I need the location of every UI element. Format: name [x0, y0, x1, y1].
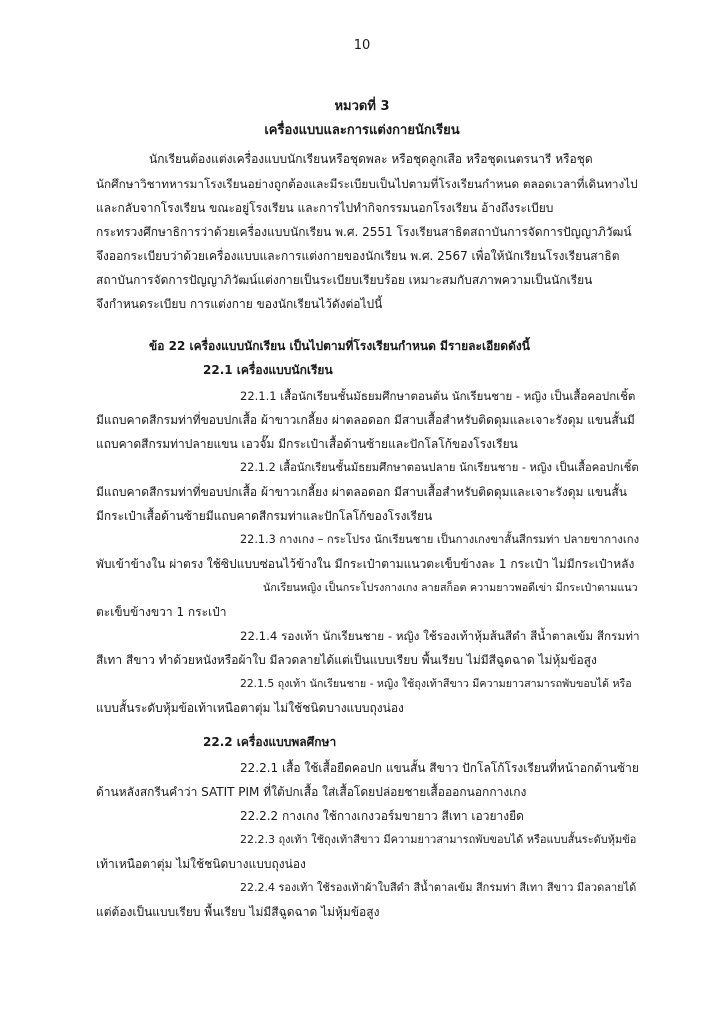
- clause-line: 22.1.3 กางเกง – กระโปรง นักเรียนชาย เป็นกางเกงขาสั้นสีกรมท่า ปลายขากางเกง: [240, 533, 640, 546]
- intro-line: จึงกำหนดระเบียบ การแต่งกาย ของนักเรียนไว้ดังต่อไปนี้: [96, 297, 383, 311]
- intro-line: กระทรวงศึกษาธิการว่าด้วยเครื่องแบบนักเรียน พ.ศ. 2551 โรงเรียนสาธิตสถาบันการจัดการปัญญาภิวัฒน์: [96, 225, 632, 239]
- clause-line: มีแถบคาดสีกรมท่าที่ขอบปกเสื้อ ผ้าขาวเกลี้ยง ผ่าตลอดอก มีสาบเสื้อสำหรับติดดุมและเจาะรังดุม แขนสั้น: [96, 485, 627, 499]
- clause-line: 22.1.5 ถุงเท้า นักเรียนชาย - หญิง ใช้ถุงเท้าสีขาว มีความยาวสามารถพับขอบได้ หรือ: [240, 677, 632, 690]
- clause-line: ด้านหลังสกรีนคำว่า SATIT PIM ที่ใต้ปกเสื้อ ใส่เสื้อโดยปล่อยชายเสื้อออกนอกกางเกง: [96, 785, 527, 799]
- article-heading: ข้อ 22 เครื่องแบบนักเรียน เป็นไปตามที่โรงเรียนกำหนด มีรายละเอียดดังนี้: [149, 339, 530, 353]
- clause-line: แต่ต้องเป็นแบบเรียบ พื้นเรียบ ไม่มีสีฉูดฉาด ไม่หุ้มข้อสูง: [96, 905, 380, 919]
- section-heading: 22.2 เครื่องแบบพลศึกษา: [203, 735, 337, 749]
- chapter-number: หมวดที่ 3: [334, 99, 390, 114]
- clause-line: พับเข้าข้างใน ผ่าตรง ใช้ซิปแบบซ่อนไว้ข้างใน มีกระเป๋าตามแนวตะเข็บข้างละ 1 กระเป๋า ไม่มีกระเป๋าหลัง: [96, 557, 635, 571]
- clause-line: สีเทา สีขาว ทำด้วยหนังหรือผ้าใบ มีลวดลายได้แต่เป็นแบบเรียบ พื้นเรียบ ไม่มีสีฉูดฉาด ไม่หุ้มข้อสูง: [96, 653, 597, 667]
- clause-line: มีแถบคาดสีกรมท่าที่ขอบปกเสื้อ ผ้าขาวเกลี้ยง ผ่าตลอดอก มีสาบเสื้อสำหรับติดดุมและเจาะรังดุม แขนสั้นมี: [96, 413, 635, 427]
- section-heading: 22.1 เครื่องแบบนักเรียน: [203, 363, 333, 377]
- clause-line: 22.1.2 เสื้อนักเรียนชั้นมัธยมศึกษาตอนปลาย นักเรียนชาย - หญิง เป็นเสื้อคอปกเชิ้ต: [240, 461, 639, 474]
- clause-line: 22.1.4 รองเท้า นักเรียนชาย - หญิง ใช้รองเท้าหุ้มส้นสีดำ สีน้ำตาลเข้ม สีกรมท่า: [240, 629, 640, 643]
- clause-line: 22.2.4 รองเท้า ใช้รองเท้าผ้าใบสีดำ สีน้ำตาลเข้ม สีกรมท่า สีเทา สีขาว มีลวดลายได้: [240, 881, 637, 894]
- clause-line: แบบสั้นระดับหุ้มข้อเท้าเหนือตาตุ่ม ไม่ใช้ชนิดบางแบบถุงน่อง: [96, 701, 404, 715]
- page-number: 10: [353, 38, 371, 53]
- intro-line: นักศึกษาวิชาทหารมาโรงเรียนอย่างถูกต้องและมีระเบียบเป็นไปตามที่โรงเรียนกำหนด ตลอดเวลาที่เดินทางไป: [96, 177, 638, 191]
- clause-line: เท้าเหนือตาตุ่ม ไม่ใช้ชนิดบางแบบถุงน่อง: [96, 857, 306, 871]
- clause-line: แถบคาดสีกรมท่าปลายแขน เอวจั๊ม มีกระเป๋าเสื้อด้านซ้ายและปักโลโก้ของโรงเรียน: [96, 437, 518, 451]
- chapter-title: เครื่องแบบและการแต่งกายนักเรียน: [264, 123, 460, 138]
- clause-line: 22.2.3 ถุงเท้า ใช้ถุงเท้าสีขาว มีความยาวสามารถพับขอบได้ หรือแบบสั้นระดับหุ้มข้อ: [240, 833, 637, 846]
- intro-line: จึงออกระเบียบว่าด้วยเครื่องแบบและการแต่งกายของนักเรียน พ.ศ. 2567 เพื่อให้นักเรียนโรงเรียนสาธิต: [96, 249, 620, 263]
- intro-line: และกลับจากโรงเรียน ขณะอยู่โรงเรียน และการไปทำกิจกรรมนอกโรงเรียน อ้างถึงระเบียบ: [96, 201, 554, 215]
- clause-line: 22.2.2 กางเกง ใช้กางเกงวอร์มขายาว สีเทา เอวยางยืด: [240, 809, 524, 823]
- clause-line: 22.1.1 เสื้อนักเรียนชั้นมัธยมศึกษาตอนต้น นักเรียนชาย - หญิง เป็นเสื้อคอปกเชิ้ต: [240, 389, 636, 403]
- intro-line: สถาบันการจัดการปัญญาภิวัฒน์แต่งกายเป็นระเบียบเรียบร้อย เหมาะสมกับสภาพความเป็นนักเรียน: [96, 273, 593, 287]
- clause-line: มีกระเป๋าเสื้อด้านซ้ายมีแถบคาดสีกรมท่าและปักโลโก้ของโรงเรียน: [96, 509, 433, 523]
- clause-line: นักเรียนหญิง เป็นกระโปรงกางเกง ลายสก็อต ความยาวพอดีเข่า มีกระเป๋าตามแนว: [263, 581, 638, 594]
- clause-line: 22.2.1 เสื้อ ใช้เสื้อยืดคอปก แขนสั้น สีขาว ปักโลโก้โรงเรียนที่หน้าอกด้านซ้าย: [240, 761, 639, 775]
- intro-line: นักเรียนต้องแต่งเครื่องแบบนักเรียนหรือชุดพละ หรือชุดลูกเสือ หรือชุดเนตรนารี หรือชุด: [149, 152, 593, 166]
- clause-line: ตะเข็บข้างขวา 1 กระเป๋า: [96, 605, 227, 619]
